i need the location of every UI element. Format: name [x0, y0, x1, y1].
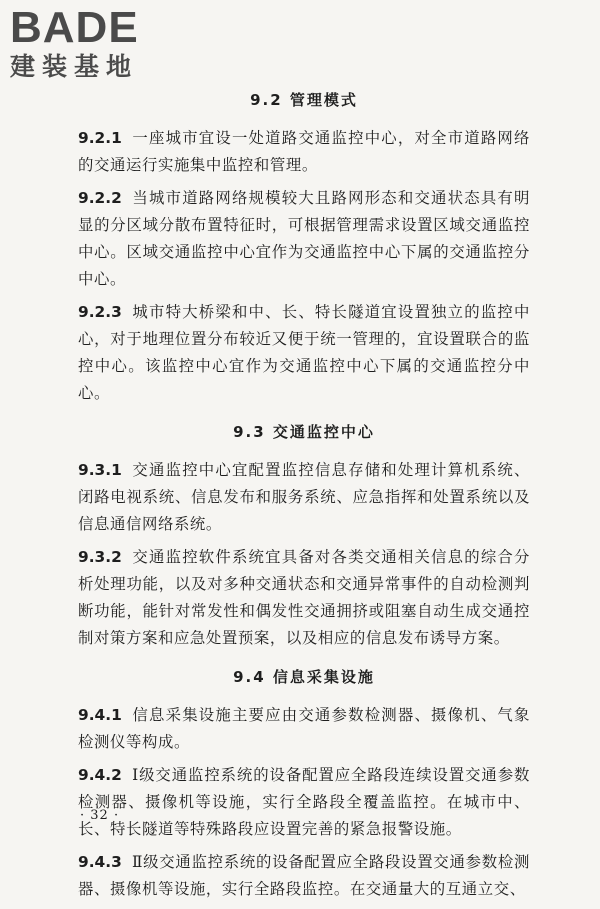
page-number: · 32 · — [80, 808, 120, 823]
clause-number: 9.2.1 — [78, 129, 122, 147]
clause-number: 9.2.2 — [78, 189, 122, 207]
section-heading-9-4: 9.4 信息采集设施 — [233, 668, 375, 686]
clause-text: Ⅰ级交通监控系统的设备配置应全路段连续设置交通参数检测器、摄像机等设施，实行全路段全覆盖监控。在城市中、长、特长隧道等特殊路段应设置完善的紧急报警设施。 — [78, 766, 530, 838]
clause-9-3-1 — [78, 457, 530, 538]
clause-text: 一座城市宜设一处道路交通监控中心，对全市道路网络的交通运行实施集中监控和管理。 — [78, 129, 530, 174]
bade-logo — [10, 3, 139, 82]
clause-9-2-2 — [78, 185, 530, 293]
clause-number: 9.3.2 — [78, 548, 122, 566]
clause-text: 信息采集设施主要应由交通参数检测器、摄像机、气象检测仪等构成。 — [78, 706, 530, 751]
logo-wordmark: BADE — [10, 3, 139, 52]
clause-text: 交通监控中心宜配置监控信息存储和处理计算机系统、闭路电视系统、信息发布和服务系统、应急指挥和处置系统以及信息通信网络系统。 — [78, 461, 530, 533]
clause-9-2-1 — [78, 125, 530, 179]
section-heading-9-2: 9.2 管理模式 — [250, 91, 358, 109]
clause-text: 当城市道路网络规模较大且路网形态和交通状态具有明显的分区域分散布置特征时，可根据管理需求设置区域交通监控中心。区域交通监控中心宜作为交通监控中心下属的交通监控分中心。 — [78, 189, 530, 288]
clause-text: 城市特大桥梁和中、长、特长隧道宜设置独立的监控中心，对于地理位置分布较近又便于统一管理的，宜设置联合的监控中心。该监控中心宜作为交通监控中心下属的交通监控分中心。 — [78, 303, 530, 402]
clause-number: 9.2.3 — [78, 303, 122, 321]
clause-number: 9.4.3 — [78, 853, 122, 871]
clause-9-3-2 — [78, 544, 530, 652]
clause-number: 9.3.1 — [78, 461, 122, 479]
clause-text: 交通监控软件系统宜具备对各类交通相关信息的综合分析处理功能，以及对多种交通状态和交通异常事件的自动检测判断功能，能针对常发性和偶发性交通拥挤或阻塞自动生成交通控制对策方案和应急处置预案，以及相应的信息发布诱导方案。 — [78, 548, 530, 647]
clause-number: 9.4.1 — [78, 706, 122, 724]
clause-9-4-2 — [78, 762, 530, 843]
clause-9-4-3 — [78, 849, 530, 903]
clause-9-4-1 — [78, 702, 530, 756]
clause-9-2-3 — [78, 299, 530, 407]
logo-subtitle: 建装基地 — [10, 52, 139, 81]
document-body — [78, 88, 530, 909]
clause-number: 9.4.2 — [78, 766, 122, 784]
section-heading-9-3: 9.3 交通监控中心 — [233, 423, 375, 441]
clause-text: Ⅱ级交通监控系统的设备配置应全路段设置交通参数检测器、摄像机等设施，实行全路段监控。在交通量大的互通立交、 — [78, 853, 530, 898]
